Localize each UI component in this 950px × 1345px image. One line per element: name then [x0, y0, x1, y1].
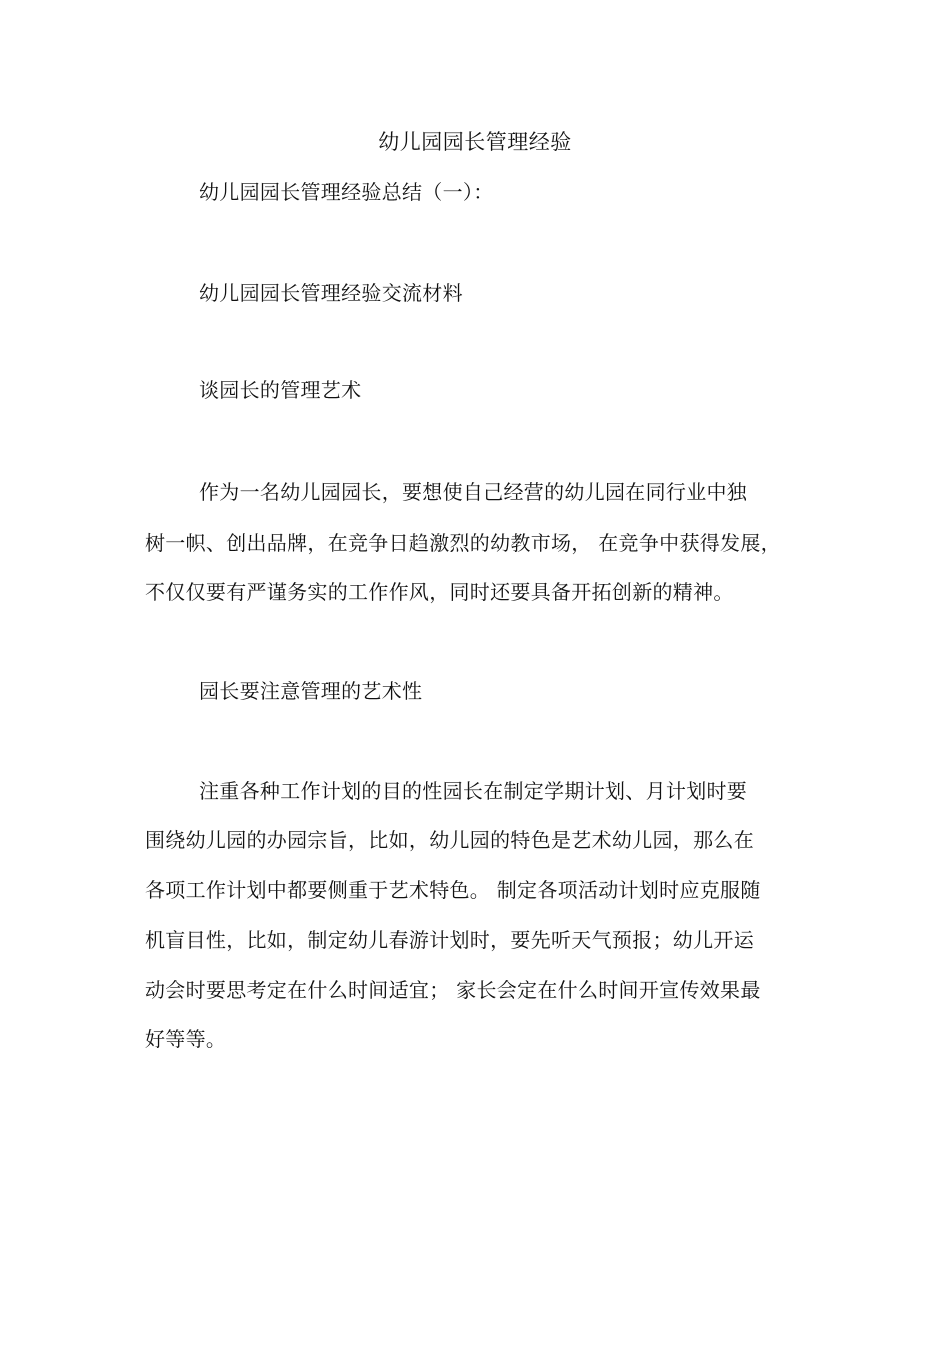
- paragraph-line: 动会时要思考定在什么时间适宜； 家长会定在什么时间开宣传效果最: [145, 978, 761, 1002]
- paragraph-line: 围绕幼儿园的办园宗旨，比如，幼儿园的特色是艺术幼儿园，那么在: [145, 828, 754, 852]
- paragraph-line: 各项工作计划中都要侧重于艺术特色。 制定各项活动计划时应克服随: [145, 878, 761, 902]
- paragraph-line: 树一帜、创出品牌，在竞争日趋激烈的幼教市场， 在竞争中获得发展，: [145, 531, 781, 555]
- paragraph-line: 注重各种工作计划的目的性园长在制定学期计划、月计划时要: [199, 779, 748, 803]
- section-heading-management-art: 谈园长的管理艺术: [199, 378, 362, 402]
- section-heading-exchange-material: 幼儿园园长管理经验交流材料: [199, 281, 463, 305]
- document-title: 幼儿园园长管理经验: [378, 130, 572, 154]
- document-subtitle: 幼儿园园长管理经验总结（一）：: [199, 180, 494, 204]
- section-heading-artistry: 园长要注意管理的艺术性: [199, 679, 423, 703]
- paragraph-line: 机盲目性，比如，制定幼儿春游计划时，要先听天气预报；幼儿开运: [145, 928, 754, 952]
- paragraph-line: 不仅仅要有严谨务实的工作作风，同时还要具备开拓创新的精神。: [145, 580, 734, 604]
- paragraph-line: 好等等。: [145, 1027, 227, 1051]
- paragraph-line: 作为一名幼儿园园长，要想使自己经营的幼儿园在同行业中独: [199, 480, 748, 504]
